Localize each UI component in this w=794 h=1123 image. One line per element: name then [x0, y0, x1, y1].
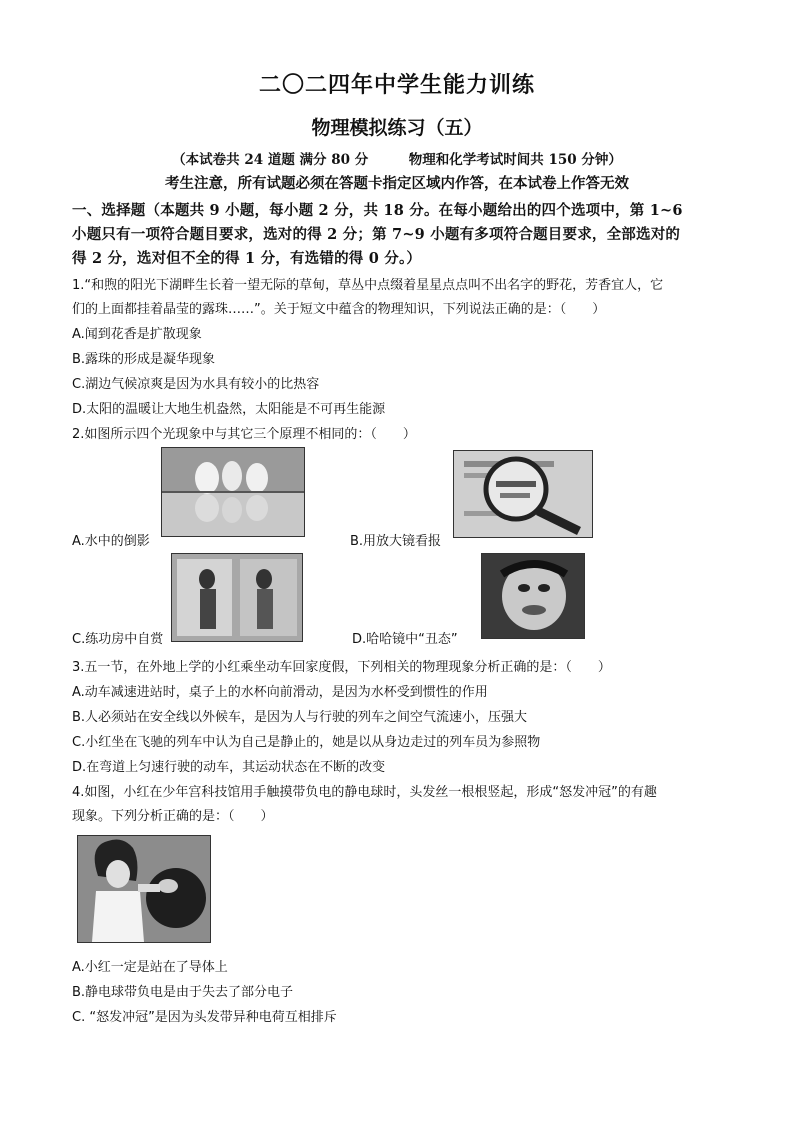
question-2-option-a: A.水中的倒影 — [72, 534, 150, 549]
question-4-option-b: B.静电球带负电是由于失去了部分电子 — [72, 985, 294, 1000]
exam-title: 二〇二四年中学生能力训练 — [258, 72, 535, 98]
question-2-option-d: D.哈哈镜中“丑态” — [352, 632, 458, 647]
question-4-stem: 现象。下列分析正确的是：（ ） — [72, 809, 274, 824]
section-instruction-line: 得 2 分，选对但不全的得 1 分，有选错的得 0 分。） — [72, 250, 422, 267]
funhouse-mirror-photo — [481, 553, 585, 639]
question-1-stem: 1.“和煦的阳光下湖畔生长着一望无际的草甸，草丛中点缀着星星点点叫不出名字的野花，芳香宜人，它 — [72, 278, 664, 293]
magnifier-photo — [453, 450, 593, 538]
exam-notice: 考生注意，所有试题必须在答题卡指定区域内作答，在本试卷上作答无效 — [165, 175, 629, 192]
question-4-option-c: C. “怒发冲冠”是因为头发带异种电荷互相排斥 — [72, 1010, 337, 1025]
exam-subtitle: 物理模拟练习（五） — [311, 117, 483, 139]
question-1-option-c: C.湖边气候凉爽是因为水具有较小的比热容 — [72, 377, 320, 392]
question-1-option-b: B.露珠的形成是凝华现象 — [72, 352, 216, 367]
dance-room-photo — [171, 553, 303, 642]
question-1-option-d: D.太阳的温暖让大地生机盎然，太阳能是不可再生能源 — [72, 402, 386, 417]
question-2-option-c: C.练功房中自赏 — [72, 632, 164, 647]
question-1-option-a: A.闻到花香是扩散现象 — [72, 327, 202, 342]
question-3-option-d: D.在弯道上匀速行驶的动车，其运动状态在不断的改变 — [72, 760, 386, 775]
question-4-stem: 4.如图，小红在少年宫科技馆用手触摸带负电的静电球时，头发丝一根根竖起，形成“怒发冲冠”的有趣 — [72, 785, 657, 800]
question-3-option-c: C.小红坐在飞驰的列车中认为自己是静止的，她是以从身边走过的列车员为参照物 — [72, 735, 541, 750]
question-2-option-b: B.用放大镜看报 — [350, 534, 442, 549]
static-ball-photo — [77, 835, 211, 943]
section-instruction-line: 一、选择题（本题共 9 小题，每小题 2 分，共 18 分。在每小题给出的四个选项中，第 1~6 — [72, 202, 683, 219]
question-4-option-a: A.小红一定是站在了导体上 — [72, 960, 228, 975]
question-3-stem: 3.五一节，在外地上学的小红乘坐动车回家度假，下列相关的物理现象分析正确的是：（ ） — [72, 660, 611, 675]
reflection-photo — [161, 447, 305, 537]
section-instruction-line: 小题只有一项符合题目要求，选对的得 2 分；第 7~9 小题有多项符合题目要求，全部选对的 — [72, 226, 681, 243]
question-3-option-a: A.动车减速进站时，桌子上的水杯向前滑动，是因为水杯受到惯性的作用 — [72, 685, 488, 700]
exam-info: （本试卷共 24 道题 满分 80 分 物理和化学考试时间共 150 分钟） — [172, 152, 622, 168]
question-3-option-b: B.人必须站在安全线以外候车，是因为人与行驶的列车之间空气流速小，压强大 — [72, 710, 528, 725]
question-1-stem: 们的上面都挂着晶莹的露珠……”。关于短文中蕴含的物理知识，下列说法正确的是：（ ） — [72, 302, 606, 317]
question-2-stem: 2.如图所示四个光现象中与其它三个原理不相同的：（ ） — [72, 427, 416, 442]
